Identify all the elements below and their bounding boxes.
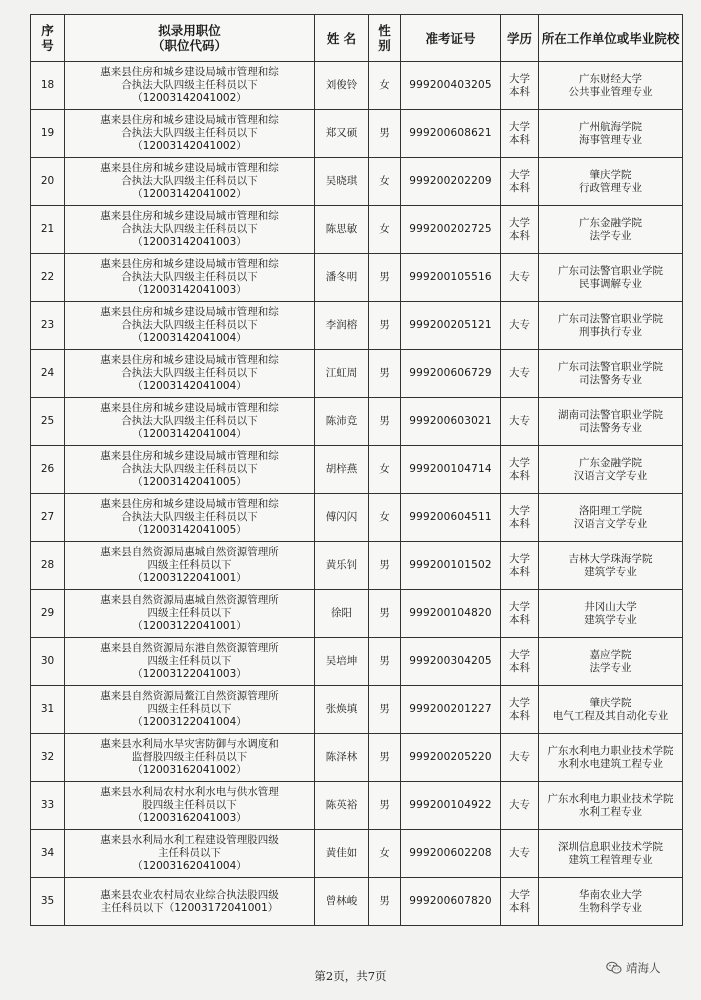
header-row [31, 15, 683, 62]
cell-school: 井冈山大学 建筑学专业 [539, 590, 683, 638]
cell-name: 徐阳 [315, 590, 369, 638]
cell-school: 广东司法警官职业学院 刑事执行专业 [539, 302, 683, 350]
cell-exam-no: 999200104820 [401, 590, 501, 638]
cell-name: 刘俊铃 [315, 62, 369, 110]
cell-name: 胡梓燕 [315, 446, 369, 494]
cell-no: 25 [31, 398, 65, 446]
cell-position: 惠来县住房和城乡建设局城市管理和综 合执法大队四级主任科员以下 （12003142041003） [65, 254, 315, 302]
cell-education: 大专 [501, 782, 539, 830]
cell-name: 吴培坤 [315, 638, 369, 686]
cell-no: 22 [31, 254, 65, 302]
header-no: 序 号 [31, 15, 65, 62]
cell-position: 惠来县自然资源局惠城自然资源管理所 四级主任科员以下 （12003122041001） [65, 542, 315, 590]
cell-gender: 男 [369, 398, 401, 446]
table-row [31, 206, 683, 254]
cell-exam-no: 999200104714 [401, 446, 501, 494]
cell-name: 曾林峻 [315, 878, 369, 926]
cell-exam-no: 999200607820 [401, 878, 501, 926]
cell-position: 惠来县自然资源局惠城自然资源管理所 四级主任科员以下 （12003122041001） [65, 590, 315, 638]
table-row [31, 254, 683, 302]
table-row [31, 878, 683, 926]
cell-education: 大学 本科 [501, 158, 539, 206]
cell-school: 广东水利电力职业技术学院 水利水电建筑工程专业 [539, 734, 683, 782]
cell-exam-no: 999200202209 [401, 158, 501, 206]
cell-exam-no: 999200101502 [401, 542, 501, 590]
cell-school: 广东金融学院 汉语言文学专业 [539, 446, 683, 494]
table-row [31, 638, 683, 686]
cell-gender: 女 [369, 830, 401, 878]
cell-gender: 女 [369, 206, 401, 254]
cell-position: 惠来县住房和城乡建设局城市管理和综 合执法大队四级主任科员以下 （12003142041005） [65, 446, 315, 494]
cell-exam-no: 999200606729 [401, 350, 501, 398]
cell-position: 惠来县住房和城乡建设局城市管理和综 合执法大队四级主任科员以下 （12003142041004） [65, 302, 315, 350]
cell-gender: 男 [369, 782, 401, 830]
cell-position: 惠来县住房和城乡建设局城市管理和综 合执法大队四级主任科员以下 （12003142041002） [65, 62, 315, 110]
table-row [31, 494, 683, 542]
cell-position: 惠来县住房和城乡建设局城市管理和综 合执法大队四级主任科员以下 （12003142041002） [65, 158, 315, 206]
cell-gender: 女 [369, 62, 401, 110]
table-row [31, 350, 683, 398]
cell-position: 惠来县住房和城乡建设局城市管理和综 合执法大队四级主任科员以下 （12003142041005） [65, 494, 315, 542]
header-position: 拟录用职位 （职位代码） [65, 15, 315, 62]
table-row [31, 398, 683, 446]
cell-name: 郑又硕 [315, 110, 369, 158]
cell-gender: 男 [369, 350, 401, 398]
cell-school: 广东司法警官职业学院 民事调解专业 [539, 254, 683, 302]
cell-education: 大学 本科 [501, 206, 539, 254]
cell-school: 广东财经大学 公共事业管理专业 [539, 62, 683, 110]
cell-name: 吴晓琪 [315, 158, 369, 206]
table-row [31, 686, 683, 734]
cell-gender: 男 [369, 110, 401, 158]
page-number: 第2页，共7页 [314, 969, 387, 983]
cell-exam-no: 999200201227 [401, 686, 501, 734]
cell-education: 大学 本科 [501, 638, 539, 686]
header-exam-no: 准考证号 [401, 15, 501, 62]
cell-no: 29 [31, 590, 65, 638]
cell-education: 大专 [501, 398, 539, 446]
header-gender: 性 别 [369, 15, 401, 62]
cell-school: 广东司法警官职业学院 司法警务专业 [539, 350, 683, 398]
cell-gender: 男 [369, 590, 401, 638]
cell-position: 惠来县水利局农村水利水电与供水管理 股四级主任科员以下 （12003162041003） [65, 782, 315, 830]
cell-education: 大学 本科 [501, 110, 539, 158]
cell-position: 惠来县住房和城乡建设局城市管理和综 合执法大队四级主任科员以下 （12003142041004） [65, 350, 315, 398]
cell-exam-no: 999200602208 [401, 830, 501, 878]
cell-no: 18 [31, 62, 65, 110]
cell-no: 26 [31, 446, 65, 494]
cell-school: 洛阳理工学院 汉语言文学专业 [539, 494, 683, 542]
cell-exam-no: 999200105516 [401, 254, 501, 302]
cell-position: 惠来县水利局水利工程建设管理股四级 主任科员以下 （12003162041004） [65, 830, 315, 878]
cell-no: 19 [31, 110, 65, 158]
cell-position: 惠来县住房和城乡建设局城市管理和综 合执法大队四级主任科员以下 （12003142041004） [65, 398, 315, 446]
header-education: 学历 [501, 15, 539, 62]
header-school: 所在工作单位或毕业院校 [539, 15, 683, 62]
cell-no: 33 [31, 782, 65, 830]
cell-education: 大专 [501, 302, 539, 350]
cell-no: 32 [31, 734, 65, 782]
wechat-icon [606, 961, 622, 975]
cell-position: 惠来县自然资源局东港自然资源管理所 四级主任科员以下 （12003122041003） [65, 638, 315, 686]
cell-gender: 男 [369, 542, 401, 590]
cell-name: 陈英裕 [315, 782, 369, 830]
table-row [31, 302, 683, 350]
table-row [31, 830, 683, 878]
cell-school: 肇庆学院 行政管理专业 [539, 158, 683, 206]
cell-education: 大学 本科 [501, 494, 539, 542]
cell-school: 广东金融学院 法学专业 [539, 206, 683, 254]
cell-no: 21 [31, 206, 65, 254]
cell-gender: 女 [369, 494, 401, 542]
cell-education: 大学 本科 [501, 446, 539, 494]
table-row [31, 62, 683, 110]
cell-education: 大学 本科 [501, 62, 539, 110]
cell-name: 黄佳如 [315, 830, 369, 878]
cell-no: 23 [31, 302, 65, 350]
cell-no: 28 [31, 542, 65, 590]
cell-exam-no: 999200205121 [401, 302, 501, 350]
watermark [606, 960, 661, 976]
cell-no: 35 [31, 878, 65, 926]
cell-education: 大学 本科 [501, 878, 539, 926]
cell-gender: 男 [369, 638, 401, 686]
table-row [31, 590, 683, 638]
table-row [31, 782, 683, 830]
cell-name: 黄乐钊 [315, 542, 369, 590]
cell-exam-no: 999200202725 [401, 206, 501, 254]
cell-exam-no: 999200304205 [401, 638, 501, 686]
cell-education: 大专 [501, 350, 539, 398]
cell-school: 肇庆学院 电气工程及其自动化专业 [539, 686, 683, 734]
header-name: 姓 名 [315, 15, 369, 62]
cell-no: 27 [31, 494, 65, 542]
table-row [31, 110, 683, 158]
cell-education: 大学 本科 [501, 542, 539, 590]
cell-position: 惠来县住房和城乡建设局城市管理和综 合执法大队四级主任科员以下 （12003142041002） [65, 110, 315, 158]
cell-gender: 男 [369, 302, 401, 350]
cell-no: 20 [31, 158, 65, 206]
cell-gender: 男 [369, 878, 401, 926]
cell-position: 惠来县自然资源局鳌江自然资源管理所 四级主任科员以下 （12003122041004） [65, 686, 315, 734]
cell-school: 广州航海学院 海事管理专业 [539, 110, 683, 158]
cell-school: 吉林大学珠海学院 建筑学专业 [539, 542, 683, 590]
cell-name: 陈思敏 [315, 206, 369, 254]
cell-gender: 男 [369, 734, 401, 782]
cell-name: 江虹周 [315, 350, 369, 398]
cell-education: 大学 本科 [501, 590, 539, 638]
cell-position: 惠来县农业农村局农业综合执法股四级 主任科员以下（12003172041001） [65, 878, 315, 926]
cell-school: 湖南司法警官职业学院 司法警务专业 [539, 398, 683, 446]
cell-name: 陈泽林 [315, 734, 369, 782]
table-body [31, 62, 683, 926]
cell-school: 嘉应学院 法学专业 [539, 638, 683, 686]
cell-no: 30 [31, 638, 65, 686]
cell-gender: 男 [369, 686, 401, 734]
cell-gender: 男 [369, 254, 401, 302]
cell-name: 陈沛竞 [315, 398, 369, 446]
cell-education: 大学 本科 [501, 686, 539, 734]
cell-gender: 女 [369, 158, 401, 206]
cell-school: 华南农业大学 生物科学专业 [539, 878, 683, 926]
cell-name: 傅闪闪 [315, 494, 369, 542]
cell-school: 广东水利电力职业技术学院 水利工程专业 [539, 782, 683, 830]
table-row [31, 446, 683, 494]
cell-school: 深圳信息职业技术学院 建筑工程管理专业 [539, 830, 683, 878]
cell-exam-no: 999200604511 [401, 494, 501, 542]
cell-position: 惠来县水利局水旱灾害防御与水调度和 监督股四级主任科员以下 （12003162041002） [65, 734, 315, 782]
cell-education: 大专 [501, 734, 539, 782]
cell-exam-no: 999200608621 [401, 110, 501, 158]
cell-name: 潘冬明 [315, 254, 369, 302]
cell-exam-no: 999200403205 [401, 62, 501, 110]
table-row [31, 542, 683, 590]
cell-name: 张焕填 [315, 686, 369, 734]
cell-no: 24 [31, 350, 65, 398]
cell-gender: 女 [369, 446, 401, 494]
cell-no: 31 [31, 686, 65, 734]
cell-exam-no: 999200205220 [401, 734, 501, 782]
cell-education: 大专 [501, 254, 539, 302]
table-row [31, 158, 683, 206]
cell-exam-no: 999200104922 [401, 782, 501, 830]
cell-exam-no: 999200603021 [401, 398, 501, 446]
candidate-table [30, 14, 683, 926]
cell-name: 李润榕 [315, 302, 369, 350]
table-row [31, 734, 683, 782]
cell-no: 34 [31, 830, 65, 878]
cell-position: 惠来县住房和城乡建设局城市管理和综 合执法大队四级主任科员以下 （12003142041003） [65, 206, 315, 254]
watermark-text: 靖海人 [626, 961, 661, 975]
cell-education: 大专 [501, 830, 539, 878]
